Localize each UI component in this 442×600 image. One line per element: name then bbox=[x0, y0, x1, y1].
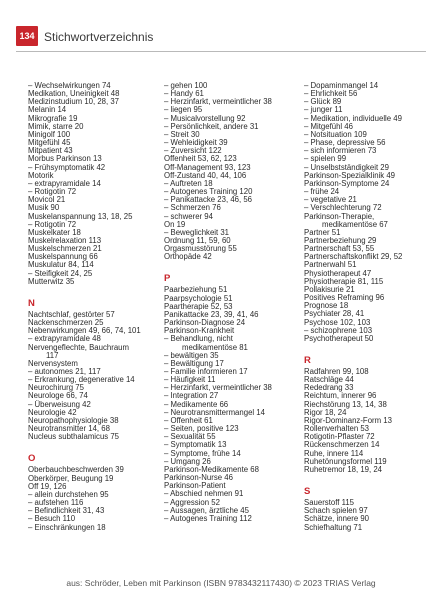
index-entry: – Autogenes Training 120 bbox=[164, 187, 253, 197]
index-letter-heading: N bbox=[28, 297, 35, 309]
index-entry: – Ehrlichkeit 56 bbox=[304, 89, 358, 99]
index-entry: Paarbeziehung 51 bbox=[164, 285, 228, 295]
index-entry: Reichtum, innerer 96 bbox=[304, 391, 377, 401]
header-divider bbox=[16, 51, 426, 52]
index-entry: Ruhe, innere 114 bbox=[304, 448, 364, 458]
index-entry: Minigolf 100 bbox=[28, 129, 71, 139]
index-entry: Physiotherapie 81, 115 bbox=[304, 276, 384, 286]
index-entry: Nachtschlaf, gestörter 57 bbox=[28, 309, 115, 319]
index-entry: – Phase, depressive 56 bbox=[304, 138, 386, 148]
index-entry: Schiefhaltung 71 bbox=[304, 522, 363, 532]
index-entry: – Neurotransmittermangel 14 bbox=[164, 407, 265, 417]
index-entry: Sauerstoff 115 bbox=[304, 498, 354, 508]
index-entry: – Familie informieren 17 bbox=[164, 367, 248, 376]
section-spacer bbox=[164, 261, 282, 269]
index-entry: Off-Management 93, 123 bbox=[164, 162, 251, 172]
index-entry: – Verschlechterung 72 bbox=[304, 203, 382, 213]
index-entry: – Zuversicht 122 bbox=[164, 146, 222, 156]
index-entry: – frühe 24 bbox=[304, 187, 340, 197]
index-entry: Ordnung 11, 59, 60 bbox=[164, 235, 231, 245]
footer-source: aus: Schröder, Leben mit Parkinson (ISBN 9783432117430) © 2023 TRIAS Verlag bbox=[66, 578, 376, 588]
page-title: Stichwortverzeichnis bbox=[44, 30, 154, 44]
index-entry-continuation: 117 bbox=[46, 350, 59, 360]
index-entry: – Steifigkeit 24, 25 bbox=[28, 268, 93, 278]
index-entry: Pollakisurie 21 bbox=[304, 284, 355, 294]
index-entry: – Aussagen, ärztliche 45 bbox=[164, 505, 249, 515]
index-entry: – Glück 89 bbox=[304, 97, 342, 107]
index-entry: Muskulatur 84, 114 bbox=[28, 260, 94, 270]
index-entry: Psychiater 28, 41 bbox=[304, 309, 365, 319]
index-entry: Rollenverhalten 53 bbox=[304, 424, 370, 434]
index-entry: Nervensystem bbox=[28, 358, 78, 368]
section-spacer bbox=[28, 286, 146, 294]
index-entry: Parkinson-Patient bbox=[164, 481, 226, 491]
index-letter-heading: R bbox=[304, 355, 311, 366]
index-entry: – gehen 100 bbox=[164, 81, 208, 90]
index-entry: – Wechselwirkungen 74 bbox=[28, 81, 111, 90]
index-entry: Parkinson-Spezialklinik 49 bbox=[304, 170, 396, 180]
index-entry: Partnerschaft 53, 55 bbox=[304, 244, 375, 254]
index-entry: – extrapyramidale 14 bbox=[28, 178, 101, 188]
index-entry: – Mitgefühl 46 bbox=[304, 121, 353, 131]
section-spacer bbox=[304, 474, 422, 482]
index-entry: Nucleus subthalamicus 75 bbox=[28, 432, 120, 442]
index-entry: Oberkörper, Beugung 19 bbox=[28, 473, 114, 483]
index-entry: – Besuch 110 bbox=[28, 514, 76, 524]
index-entry: Rigor-Dominanz-Form 13 bbox=[304, 415, 392, 425]
index-entry: Parkinson-Medikamente 68 bbox=[164, 464, 259, 474]
index-entry: Off 19, 126 bbox=[28, 481, 67, 491]
index-entry: – Überweisung 42 bbox=[28, 399, 91, 409]
index-entry: Motorik bbox=[28, 170, 54, 180]
index-entry: Parkinson-Symptome 24 bbox=[304, 178, 390, 188]
index-entry: – Musicalvorstellung 92 bbox=[164, 113, 246, 123]
index-entry: – bewältigen 35 bbox=[164, 350, 219, 360]
index-entry: Orgasmusstörung 55 bbox=[164, 244, 237, 254]
index-entry: – Offenheit 61 bbox=[164, 415, 213, 425]
index-entry: Mutterwitz 35 bbox=[28, 276, 75, 286]
index-entry: Partner 51 bbox=[304, 227, 341, 237]
index-entry: – Symptomatik 13 bbox=[164, 440, 227, 450]
index-entry: – Abschied nehmen 91 bbox=[164, 489, 244, 499]
index-entry: – Wehleidigkeit 39 bbox=[164, 138, 228, 148]
index-entry: – Integration 27 bbox=[164, 391, 219, 401]
index-entry: Partnerbeziehung 29 bbox=[304, 235, 377, 245]
index-entry-continuation: medikamentöse 67 bbox=[322, 219, 388, 229]
page-number: 134 bbox=[16, 26, 38, 46]
index-entry: – Einschränkungen 18 bbox=[28, 522, 106, 532]
index-entry: Melanin 14 bbox=[28, 105, 67, 115]
index-entry: – Panikattacke 23, 46, 56 bbox=[164, 195, 252, 205]
index-entry: Rückenschmerzen 14 bbox=[304, 440, 380, 450]
index-entry: Oberbauchbeschwerden 39 bbox=[28, 465, 124, 475]
index-entry: Partnerwahl 51 bbox=[304, 260, 357, 270]
index-entry: Riechstörung 13, 14, 38 bbox=[304, 399, 387, 409]
index-entry: – Aggression 52 bbox=[164, 497, 220, 507]
index-entry: Muskelkater 18 bbox=[28, 227, 81, 237]
index-entry: Nervengeflechte, Bauchraum bbox=[28, 342, 129, 352]
index-entry: – vegetative 21 bbox=[304, 195, 357, 205]
index-entry: – schizophrene 103 bbox=[304, 325, 373, 335]
index-entry: Musik 90 bbox=[28, 203, 60, 213]
index-entry-continuation: medikamentöse 81 bbox=[182, 342, 248, 352]
index-entry: Mitpatient 43 bbox=[28, 146, 73, 156]
index-entry: – Notsituation 109 bbox=[304, 129, 367, 139]
index-entry: Neurologe 66, 74 bbox=[28, 391, 88, 401]
index-entry: – aufstehen 116 bbox=[28, 498, 84, 508]
index-entry: – Sexualität 55 bbox=[164, 432, 216, 442]
index-entry: Neurotransmitter 14, 68 bbox=[28, 424, 110, 434]
index-entry: Orthopäde 42 bbox=[164, 252, 212, 262]
index-entry: – Erkrankung, degenerative 14 bbox=[28, 375, 135, 385]
index-entry: Psychose 102, 103 bbox=[304, 317, 371, 327]
index-entry: – allein durchstehen 95 bbox=[28, 489, 109, 499]
index-entry: – extrapyramidale 48 bbox=[28, 334, 101, 344]
index-entry: – sich informieren 73 bbox=[304, 146, 377, 156]
index-entry: – autonomes 21, 117 bbox=[28, 367, 101, 376]
index-entry: – Dopaminmangel 14 bbox=[304, 81, 379, 90]
index-column-2 bbox=[164, 82, 282, 523]
index-entry: – Herzinfarkt, vermeintlicher 38 bbox=[164, 97, 272, 107]
index-entry: Schätze, innere 90 bbox=[304, 514, 370, 524]
index-entry: Medikation, Uneinigkeit 48 bbox=[28, 89, 120, 99]
index-entry: Ratschläge 44 bbox=[304, 375, 354, 385]
index-entry: Parkinson-Therapie, bbox=[304, 211, 375, 221]
index-entry: Rededrang 33 bbox=[304, 383, 354, 393]
index-entry: Panikattacke 23, 39, 41, 46 bbox=[164, 309, 259, 319]
index-entry: – Beweglichkeit 31 bbox=[164, 227, 230, 237]
index-entry: Parkinson-Krankheit bbox=[164, 326, 235, 336]
index-entry: Parkinson-Diagnose 24 bbox=[164, 318, 246, 328]
index-entry: Paarpsychologie 51 bbox=[164, 293, 233, 303]
index-entry: Prognose 18 bbox=[304, 301, 349, 311]
index-entry: Positives Reframing 96 bbox=[304, 293, 385, 303]
index-entry: Psychotherapeut 50 bbox=[304, 333, 374, 343]
index-entry: – Handy 61 bbox=[164, 89, 204, 99]
section-spacer bbox=[28, 441, 146, 449]
index-entry: Parkinson-Nurse 46 bbox=[164, 473, 233, 483]
index-letter-heading: S bbox=[304, 486, 311, 498]
index-entry: – Schmerzen 76 bbox=[164, 203, 221, 213]
index-entry: – Persönlichkeit, andere 31 bbox=[164, 121, 259, 131]
index-entry: Rigor 18, 24 bbox=[304, 407, 347, 417]
index-entry: Radfahren 99, 108 bbox=[304, 367, 369, 376]
index-letter-heading: P bbox=[164, 273, 171, 285]
index-entry: – Symptome, frühe 14 bbox=[164, 448, 241, 458]
index-entry: Partnerschaftskonflikt 29, 52 bbox=[304, 252, 403, 262]
index-entry: Movicol 21 bbox=[28, 195, 66, 205]
index-entry: Nackenschmerzen 25 bbox=[28, 318, 104, 328]
index-entry: Off-Zustand 40, 44, 106 bbox=[164, 170, 247, 180]
index-entry: Muskelanspannung 13, 18, 25 bbox=[28, 211, 133, 221]
index-entry: Mimik, starre 20 bbox=[28, 121, 84, 131]
index-entry: – Medikamente 66 bbox=[164, 399, 229, 409]
index-entry: Mikrografie 19 bbox=[28, 113, 78, 123]
index-entry: Physiotherapeut 47 bbox=[304, 268, 372, 278]
index-entry: Ruhetremor 18, 19, 24 bbox=[304, 464, 383, 474]
index-column-1 bbox=[28, 82, 146, 532]
index-entry: – Rotigotin 72 bbox=[28, 187, 77, 197]
index-entry: On 19 bbox=[164, 219, 186, 229]
index-entry: – Frühsymptomatik 42 bbox=[28, 162, 106, 172]
index-entry: Medizinstudium 10, 28, 37 bbox=[28, 97, 120, 107]
index-entry: Mitgefühl 45 bbox=[28, 138, 71, 148]
index-entry: – junger 11 bbox=[304, 105, 343, 115]
index-entry: Nebenwirkungen 49, 66, 74, 101 bbox=[28, 326, 141, 336]
index-entry: Neuropathophysiologie 38 bbox=[28, 415, 119, 425]
index-entry: – Streit 30 bbox=[164, 129, 200, 139]
index-entry: – liegen 95 bbox=[164, 105, 203, 115]
index-entry: – Auftreten 18 bbox=[164, 178, 213, 188]
index-entry: Offenheit 53, 62, 123 bbox=[164, 154, 237, 164]
index-entry: – Umgang 26 bbox=[164, 456, 211, 466]
section-spacer bbox=[304, 343, 422, 351]
index-entry: Morbus Parkinson 13 bbox=[28, 154, 102, 164]
index-entry: Ruhetönungsformel 119 bbox=[304, 456, 387, 466]
index-entry: Neurochirurg 75 bbox=[28, 383, 84, 393]
index-entry: – Behandlung, nicht bbox=[164, 334, 233, 344]
index-entry: Paartherapie 52, 53 bbox=[164, 301, 233, 311]
index-columns bbox=[28, 82, 428, 567]
index-letter-heading: O bbox=[28, 453, 36, 465]
index-entry: Muskelspannung 66 bbox=[28, 252, 98, 262]
index-entry: – Unselbstständigkeit 29 bbox=[304, 162, 389, 172]
index-entry: – Seiten, positive 123 bbox=[164, 424, 239, 434]
index-entry: Rotigotin-Pflaster 72 bbox=[304, 432, 375, 442]
index-entry: – Bewältigung 17 bbox=[164, 358, 224, 368]
index-entry: Muskelrelaxation 113 bbox=[28, 235, 102, 245]
index-entry: – Rotigotin 72 bbox=[28, 219, 77, 229]
index-entry: – Häufigkeit 11 bbox=[164, 375, 216, 385]
index-entry: Schach spielen 97 bbox=[304, 506, 368, 516]
index-entry: – Medikation, individuelle 49 bbox=[304, 113, 402, 123]
index-column-3 bbox=[304, 82, 422, 532]
index-entry: – Herzinfarkt, vermeintlicher 38 bbox=[164, 383, 272, 393]
index-entry: – Befindlichkeit 31, 43 bbox=[28, 506, 105, 516]
index-entry: – schwerer 94 bbox=[164, 211, 213, 221]
index-entry: Muskelschmerzen 21 bbox=[28, 244, 102, 254]
index-entry: – spielen 99 bbox=[304, 154, 347, 164]
index-entry: Neurologie 42 bbox=[28, 407, 77, 417]
index-entry: – Autogenes Training 112 bbox=[164, 513, 252, 523]
